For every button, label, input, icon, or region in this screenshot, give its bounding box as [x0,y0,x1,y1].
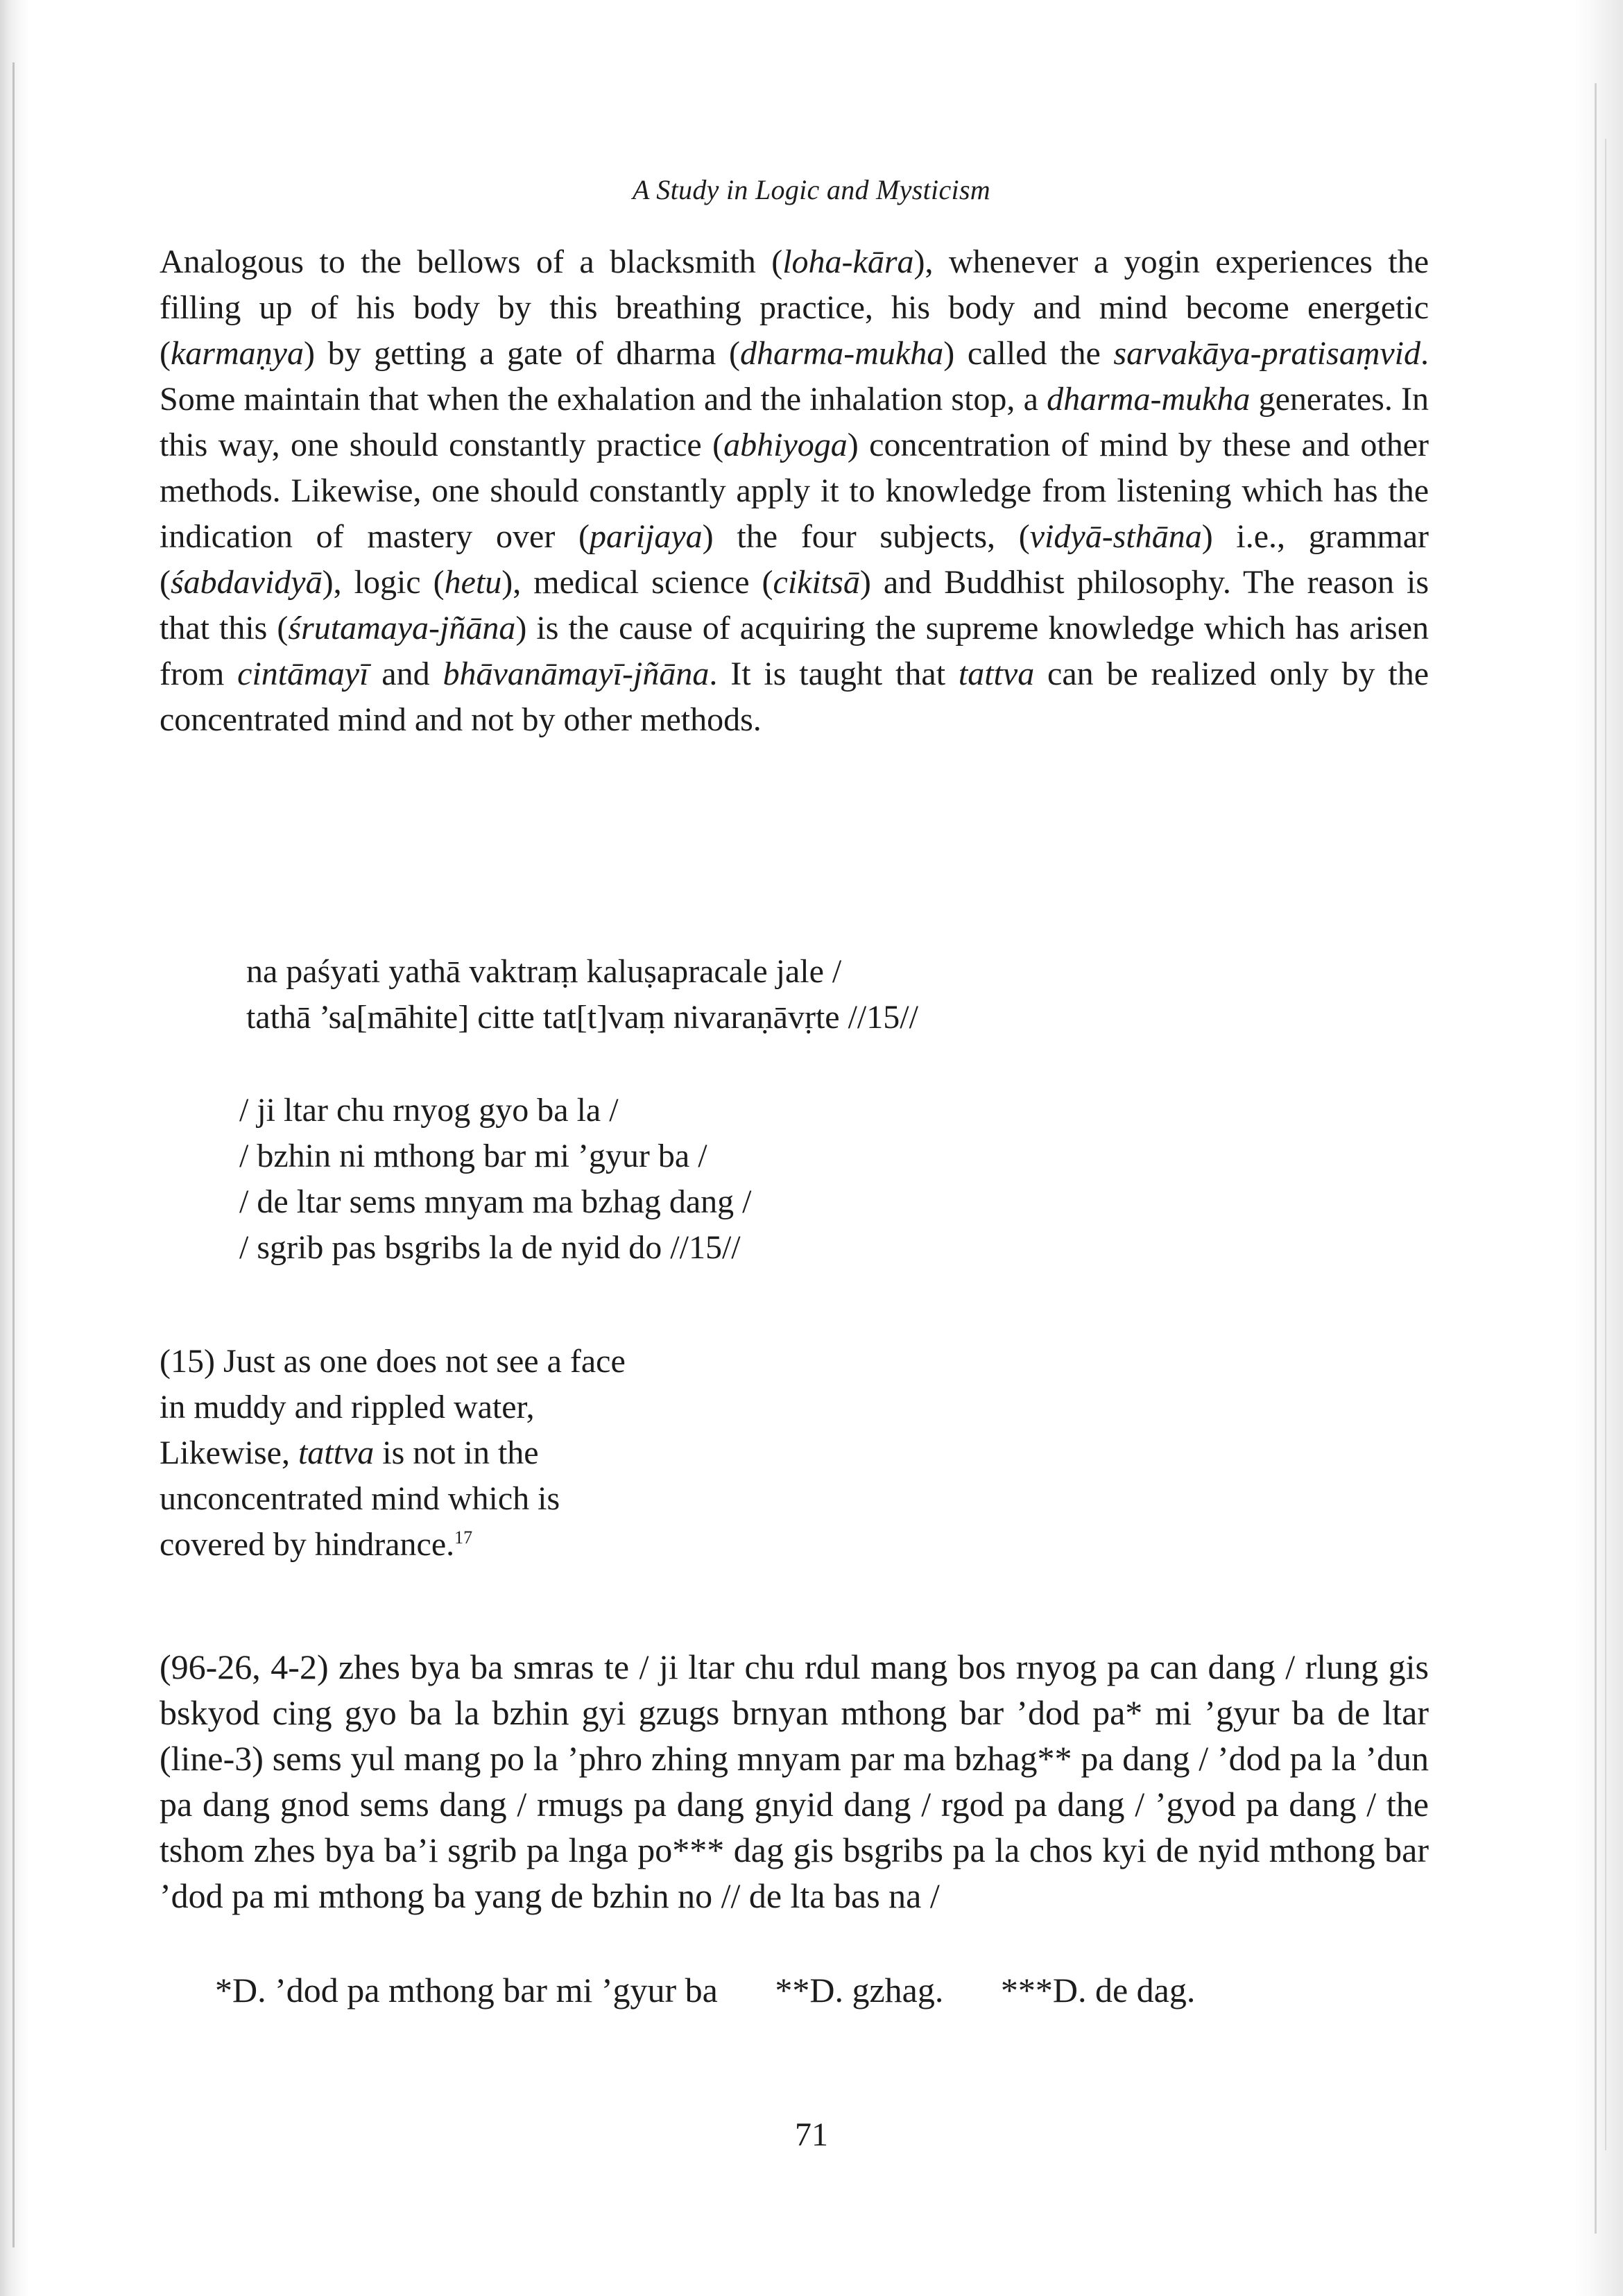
tibetan-verse-line: / de ltar sems mnyam ma bzhag dang / [239,1183,752,1220]
scan-edge-line [1595,83,1597,2234]
translation-line: in muddy and rippled water, [160,1389,535,1425]
translation-line: covered by hindrance.$^{17}$ [160,1526,473,1563]
page-number: 71 [795,2116,828,2153]
term-abhiyoga: abhiyoga [723,427,848,463]
sanskrit-verse-line: na paśyati yathā vaktraṃ kaluṣapracale jale / [246,953,842,990]
body-paragraph-1: Analogous to the bellows of a blacksmith (loha-kāra), whenever a yogin experiences the filling up of his body by this breathing practice, his body and mind become energetic (karmaṇya) by getting a gate of dharma (dharma-mukha) called the sarvakāya-pratisaṃvid. Some maintain that when the exhalation and the inhalation stop, a dharma-mukha generates. In this way, one should constantly practice (abhiyoga) concentration of mind by these and other methods. Likewise, one should constantly apply it to knowledge from listening which has the indication of mastery over (parijaya) the four subjects, (vidyā-sthāna) i.e., grammar (śabdavidyā), logic (hetu), medical science (cikitsā) and Buddhist philosophy. The reason is that this (śrutamaya-jñāna) is the cause of acquiring the supreme knowledge which has arisen from cintāmayī and bhāvanāmayī-jñāna. It is taught that tattva can be realized only by the concentrated mind and not by other methods. [160,243,1429,738]
translation-line: Likewise, tattva is not in the [160,1434,539,1471]
term-tattva-translation: tattva [298,1434,375,1471]
term-sabdavidya: śabdavidyā [170,564,323,601]
term-srutamaya-jnana: śrutamaya-jñāna [288,610,516,646]
term-tattva: tattva [958,656,1035,692]
translation-line: unconcentrated mind which is [160,1480,560,1517]
scan-binding-line [12,62,15,2247]
english-translation [160,1339,626,1568]
term-loha-kara: loha-kāra [782,243,914,280]
tibetan-verse-line: / bzhin ni mthong bar mi ’gyur ba / [239,1138,707,1174]
term-karmanya: karmaṇya [170,335,304,372]
term-hetu: hetu [444,564,502,601]
translation-line: (15) Just as one does not see a face [160,1343,626,1380]
variant-note: ***D. de dag. [1000,1971,1196,2010]
term-sarvakaya: sarvakāya-pratisaṃvid [1113,335,1420,372]
tibetan-commentary: (96-26, 4-2) zhes bya ba smras te / ji ltar chu rdul mang bos rnyog pa can dang / rlung gis bskyod cing gyo ba la bzhin gyi gzugs brnyan mthong bar ’dod pa* mi ’gyur ba de ltar (line-3) sems yul mang po la ’phro zhing mnyam par ma bzhag** pa dang / ’dod pa la ’dun pa dang gnod sems dang / rmugs pa dang gnyid dang / rgod pa dang / ’gyod pa dang / the tshom zhes bya ba’i sgrib pa lnga po*** dag gis bsgribs pa la chos kyi de nyid mthong bar ’dod pa mi mthong ba yang de bzhin no // de lta bas na / [160,1647,1429,1915]
tibetan-verse [239,1088,751,1271]
term-dharma-mukha-2: dharma-mukha [1047,381,1251,418]
variant-note: *D. ’dod pa mthong bar mi ’gyur ba [215,1971,718,2010]
tibetan-verse-line: / sgrib pas bsgribs la de nyid do //15// [239,1229,741,1266]
variant-readings [215,1970,1244,2010]
sanskrit-verse-line: tathā ’sa[māhite] citte tat[t]vaṃ nivaraṇāvṛte //15// [246,999,918,1036]
scan-shadow-left [0,0,29,2296]
term-bhavanamayi-jnana: bhāvanāmayī-jñāna [443,656,710,692]
term-parijaya: parijaya [590,518,703,555]
term-dharma-mukha: dharma-mukha [739,335,944,372]
sanskrit-verse [246,949,918,1040]
footnote-reference[interactable]: 17 [454,1527,473,1548]
term-cintamayi: cintāmayī [237,656,369,692]
running-head: A Study in Logic and Mysticism [633,174,990,205]
scan-edge-line-secondary [1605,139,1606,2150]
scan-shadow-right [1574,0,1623,2296]
term-vidya-sthana: vidyā-sthāna [1029,518,1202,555]
term-cikitsa: cikitsā [773,564,860,601]
variant-note: **D. gzhag. [775,1971,944,2010]
tibetan-verse-line: / ji ltar chu rnyog gyo ba la / [239,1092,619,1129]
